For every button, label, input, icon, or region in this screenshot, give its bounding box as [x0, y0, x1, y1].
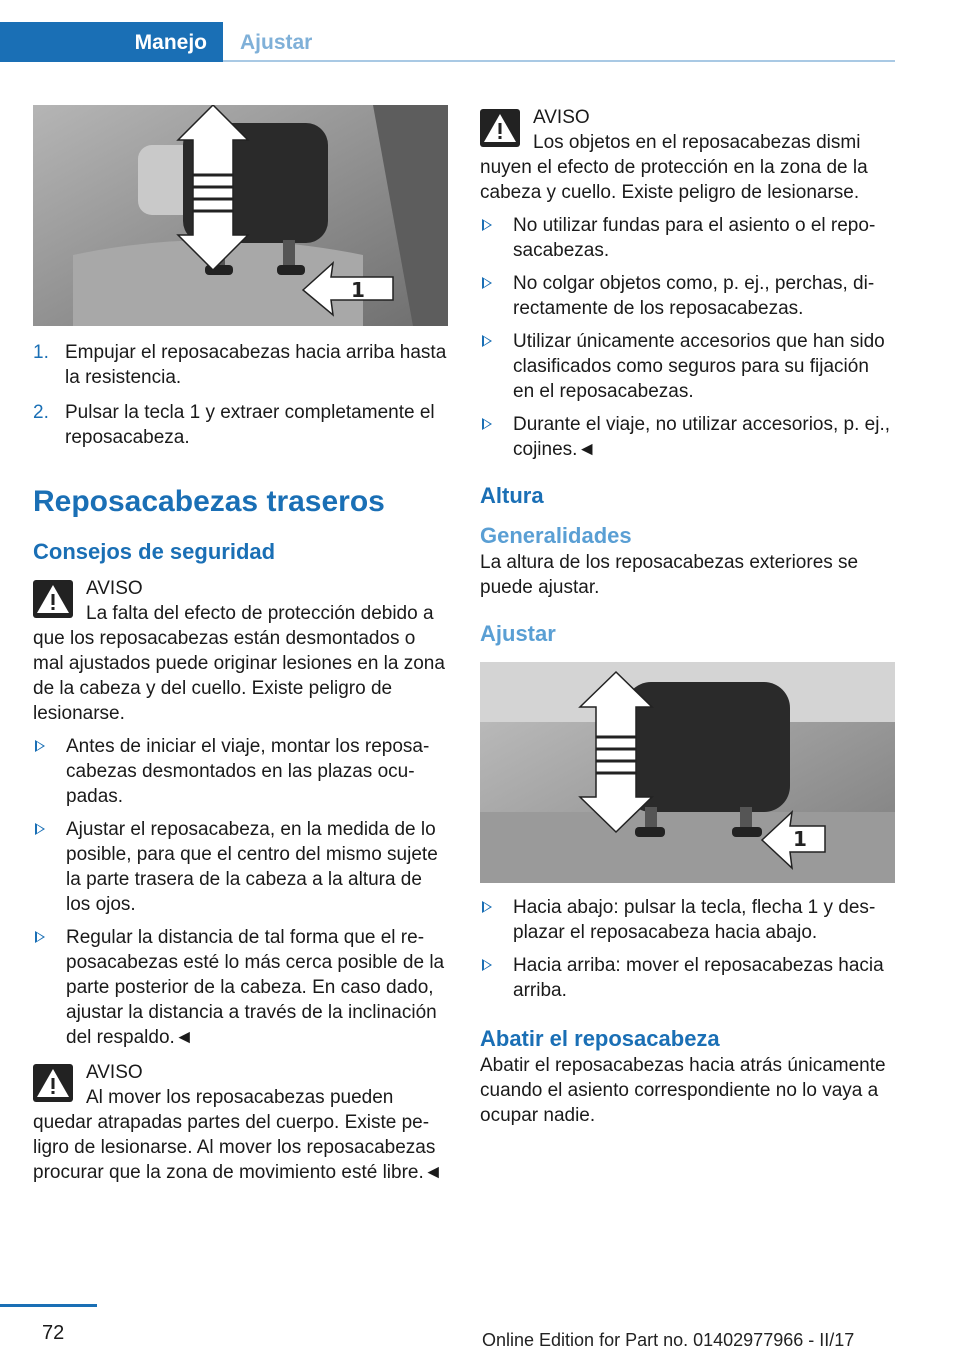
- bullet-triangle-icon: [482, 335, 492, 347]
- bullet-triangle-icon: [482, 901, 492, 913]
- warning-text: [33, 601, 448, 726]
- rear-headrest-illustration: [480, 662, 895, 883]
- list-item: [33, 734, 448, 809]
- right-column: [480, 105, 895, 1128]
- generalidades-title: Generalidades: [480, 523, 632, 548]
- generalidades-text: La altura de los reposacabezas exteriores se puede ajustar.: [480, 552, 859, 598]
- bullet-triangle-icon: [35, 931, 45, 943]
- chapter-tabs: [0, 22, 895, 64]
- bullet-text: Hacia arriba: mover el reposacabezas hacia arriba.: [513, 955, 884, 1001]
- warning-icon: [33, 1064, 73, 1102]
- step-item: [33, 340, 448, 390]
- bullet-text: Regular la distancia de tal forma que el reposacabezas esté lo más cerca posible de la parte posterior de la cabeza. En caso dado, ajustar la distancia a través de la inclinación del respaldo.◄: [66, 927, 445, 1048]
- step-number: 1.: [33, 342, 49, 363]
- bullet-triangle-icon: [482, 219, 492, 231]
- bullet-triangle-icon: [482, 959, 492, 971]
- headrest-front-photo: [33, 105, 448, 326]
- bullet-triangle-icon: [35, 740, 45, 752]
- warning-label: AVISO: [533, 107, 590, 128]
- warning-text-rest: que los reposacabezas están desmontados o mal ajustados puede originar lesiones en la zona de la cabeza y del cuello. Existe peligro de lesionarse.: [33, 628, 445, 724]
- bullet-text: Hacia abajo: pulsar la tecla, flecha 1 y desplazar el reposacabeza hacia abajo.: [513, 897, 876, 943]
- warning-label: AVISO: [86, 1062, 143, 1083]
- warning-text-first: Al mover los reposacabezas pueden: [86, 1087, 394, 1108]
- altura-title: Altura: [480, 483, 544, 508]
- warning-text-first: La falta del efecto de protección debido a: [86, 603, 434, 624]
- warning-label: AVISO: [86, 578, 143, 599]
- list-item: [480, 895, 895, 945]
- accessory-bullets: [480, 213, 895, 462]
- bullet-triangle-icon: [482, 277, 492, 289]
- abatir-title: Abatir el reposacabeza: [480, 1026, 720, 1051]
- page-number: 72: [42, 1322, 65, 1344]
- abatir-text: Abatir el reposacabezas hacia atrás únicamente cuando el asiento correspondiente no lo vaya a ocupar nadie.: [480, 1055, 886, 1126]
- step-text: Pulsar la tecla 1 y extraer completamente el reposacabeza.: [65, 402, 435, 448]
- footer-rule: [0, 1304, 97, 1307]
- warning-block: [33, 576, 448, 726]
- warning-text: [33, 1085, 448, 1185]
- step-item: [33, 400, 448, 450]
- headrest-illustration: [33, 105, 448, 326]
- headrest-rear-photo: [480, 662, 895, 883]
- figure-callout-1: 1: [793, 827, 807, 851]
- bullet-text: No colgar objetos como, p. ej., perchas, directamente de los reposacabezas.: [513, 273, 875, 319]
- step-text: Empujar el reposacabezas hacia arriba hasta la resistencia.: [65, 342, 447, 388]
- step-number: 2.: [33, 402, 49, 423]
- warning-block: [480, 105, 895, 205]
- ajustar-bullets: [480, 895, 895, 1003]
- figure-callout-1: 1: [351, 278, 365, 302]
- warning-text-first: Los objetos en el reposacabezas dismi: [533, 132, 861, 153]
- header-divider: [223, 60, 895, 62]
- bullet-triangle-icon: [482, 418, 492, 430]
- tab-ajustar[interactable]: Ajustar: [240, 31, 313, 54]
- warning-text-rest: nuyen el efecto de protección en la zona de la cabeza y cuello. Existe peligro de lesionarse.: [480, 157, 868, 203]
- list-item: [480, 953, 895, 1003]
- steps-list: [33, 340, 448, 450]
- list-item: [480, 213, 895, 263]
- list-item: [480, 329, 895, 404]
- safety-bullets: [33, 734, 448, 1050]
- bullet-text: Antes de iniciar el viaje, montar los reposacabezas desmontados en las plazas ocupadas.: [66, 736, 430, 807]
- bullet-text: Utilizar únicamente accesorios que han sido clasificados como seguros para su fijación en el reposacabezas.: [513, 331, 885, 402]
- tab-manejo[interactable]: [0, 22, 223, 62]
- warning-text-rest: quedar atrapadas partes del cuerpo. Existe peligro de lesionarse. Al mover los reposacabezas procurar que la zona de movimiento esté libre.◄: [33, 1112, 443, 1183]
- tab-manejo-label: Manejo: [134, 31, 207, 54]
- warning-block: [33, 1060, 448, 1185]
- list-item: [33, 925, 448, 1050]
- warning-icon: [33, 580, 73, 618]
- bullet-text: No utilizar fundas para el asiento o el reposacabezas.: [513, 215, 876, 261]
- bullet-triangle-icon: [35, 823, 45, 835]
- list-item: [480, 271, 895, 321]
- ajustar-title: Ajustar: [480, 621, 556, 646]
- subsection-title: Consejos de seguridad: [33, 539, 276, 564]
- warning-icon: [480, 109, 520, 147]
- edition-note: Online Edition for Part no. 01402977966 - II/17: [482, 1330, 855, 1350]
- list-item: [480, 412, 895, 462]
- list-item: [33, 817, 448, 917]
- section-title: Reposacabezas traseros: [33, 485, 385, 518]
- warning-text: [480, 130, 895, 205]
- bullet-text: Ajustar el reposacabeza, en la medida de lo posible, para que el centro del mismo sujete la parte trasera de la cabeza a la altura de los ojos.: [66, 819, 438, 915]
- bullet-text: Durante el viaje, no utilizar accesorios, p. ej., cojines.◄: [513, 414, 891, 460]
- left-column: [33, 105, 448, 1185]
